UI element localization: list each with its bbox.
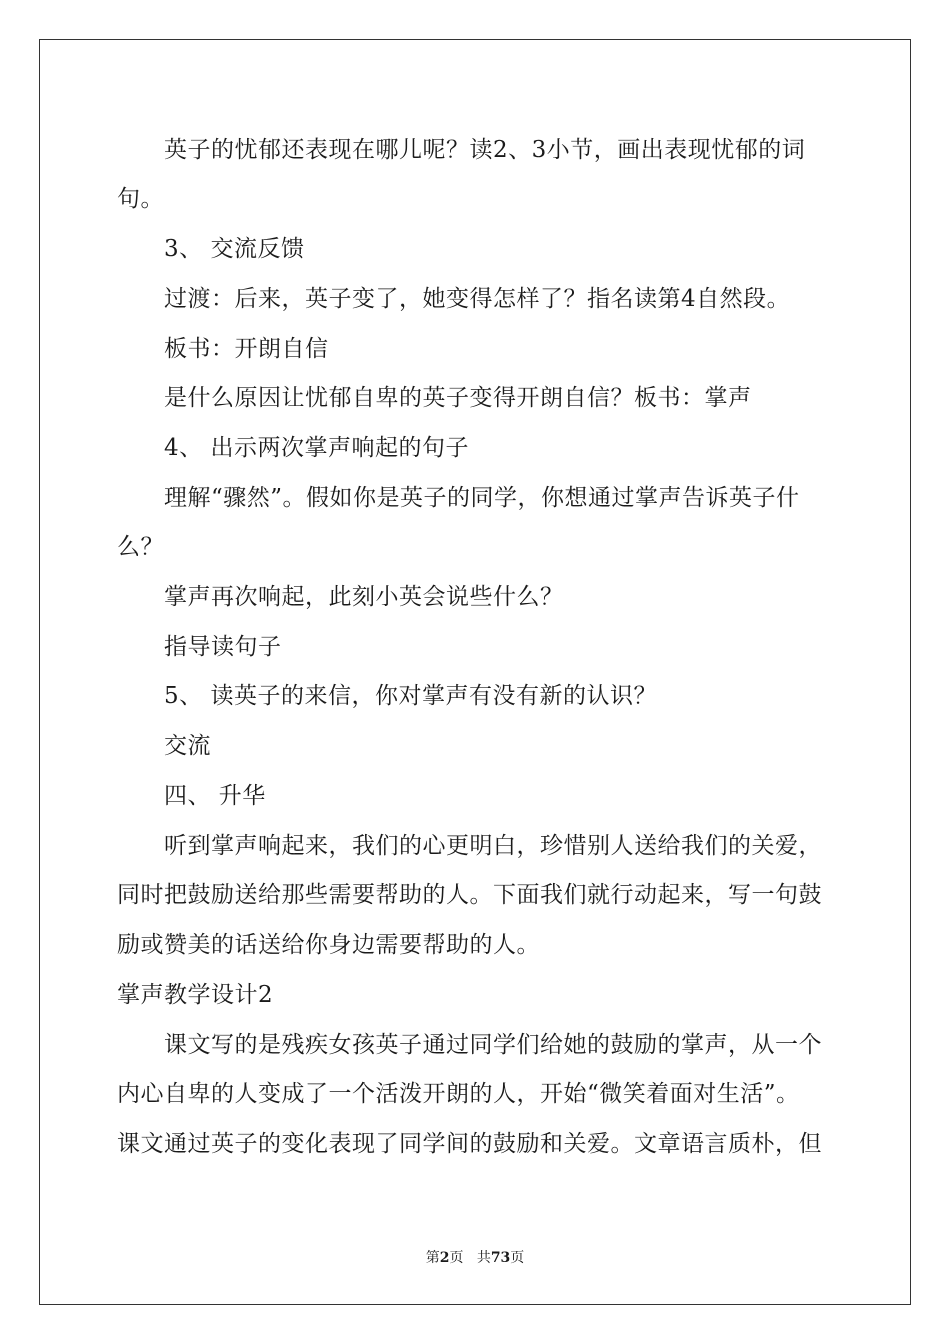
paragraph-line: 励或赞美的话送给你身边需要帮助的人。 — [117, 932, 540, 958]
paragraph-line: 理解“骤然”。假如你是英子的同学，你想通过掌声告诉英子什 — [164, 485, 800, 511]
list-item: 5、 读英子的来信，你对掌声有没有新的认识？ — [164, 683, 657, 709]
page-prefix: 第 — [425, 1250, 440, 1266]
list-item: 4、 出示两次掌声响起的句子 — [164, 435, 469, 461]
paragraph-line: 交流 — [164, 733, 211, 759]
total-pages: 73 — [490, 1250, 511, 1266]
paragraph-line: 英子的忧郁还表现在哪儿呢？读2、3小节，画出表现忧郁的词 — [164, 137, 806, 163]
paragraph-line: 课文写的是残疾女孩英子通过同学们给她的鼓励的掌声，从一个 — [164, 1032, 822, 1058]
section-heading: 四、 升华 — [164, 783, 266, 809]
paragraph-line: 同时把鼓励送给那些需要帮助的人。下面我们就行动起来，写一句鼓 — [117, 882, 822, 908]
paragraph-line: 内心自卑的人变成了一个活泼开朗的人，开始“微笑着面对生活”。 — [117, 1081, 800, 1107]
list-item: 3、 交流反馈 — [164, 236, 305, 262]
paragraph-line: 听到掌声响起来，我们的心更明白，珍惜别人送给我们的关爱， — [164, 833, 822, 859]
paragraph-line: 么？ — [117, 534, 164, 560]
paragraph-line: 板书：开朗自信 — [164, 336, 329, 362]
paragraph-line: 是什么原因让忧郁自卑的英子变得开朗自信？板书：掌声 — [164, 385, 752, 411]
total-suffix: 页 — [510, 1250, 525, 1266]
total-prefix: 共 — [476, 1250, 491, 1266]
paragraph-line: 掌声再次响起，此刻小英会说些什么？ — [164, 584, 564, 610]
page-suffix: 页 — [449, 1250, 464, 1266]
page-footer — [0, 1247, 950, 1267]
document-title: 掌声教学设计2 — [117, 982, 274, 1008]
paragraph-line: 指导读句子 — [164, 634, 282, 660]
paragraph-line: 课文通过英子的变化表现了同学间的鼓励和关爱。文章语言质朴，但 — [117, 1131, 822, 1157]
page-border — [39, 39, 911, 1305]
paragraph-line: 句。 — [117, 186, 164, 212]
paragraph-line: 过渡：后来，英子变了，她变得怎样了？指名读第4自然段。 — [164, 286, 791, 312]
page-number: 2 — [439, 1250, 450, 1266]
